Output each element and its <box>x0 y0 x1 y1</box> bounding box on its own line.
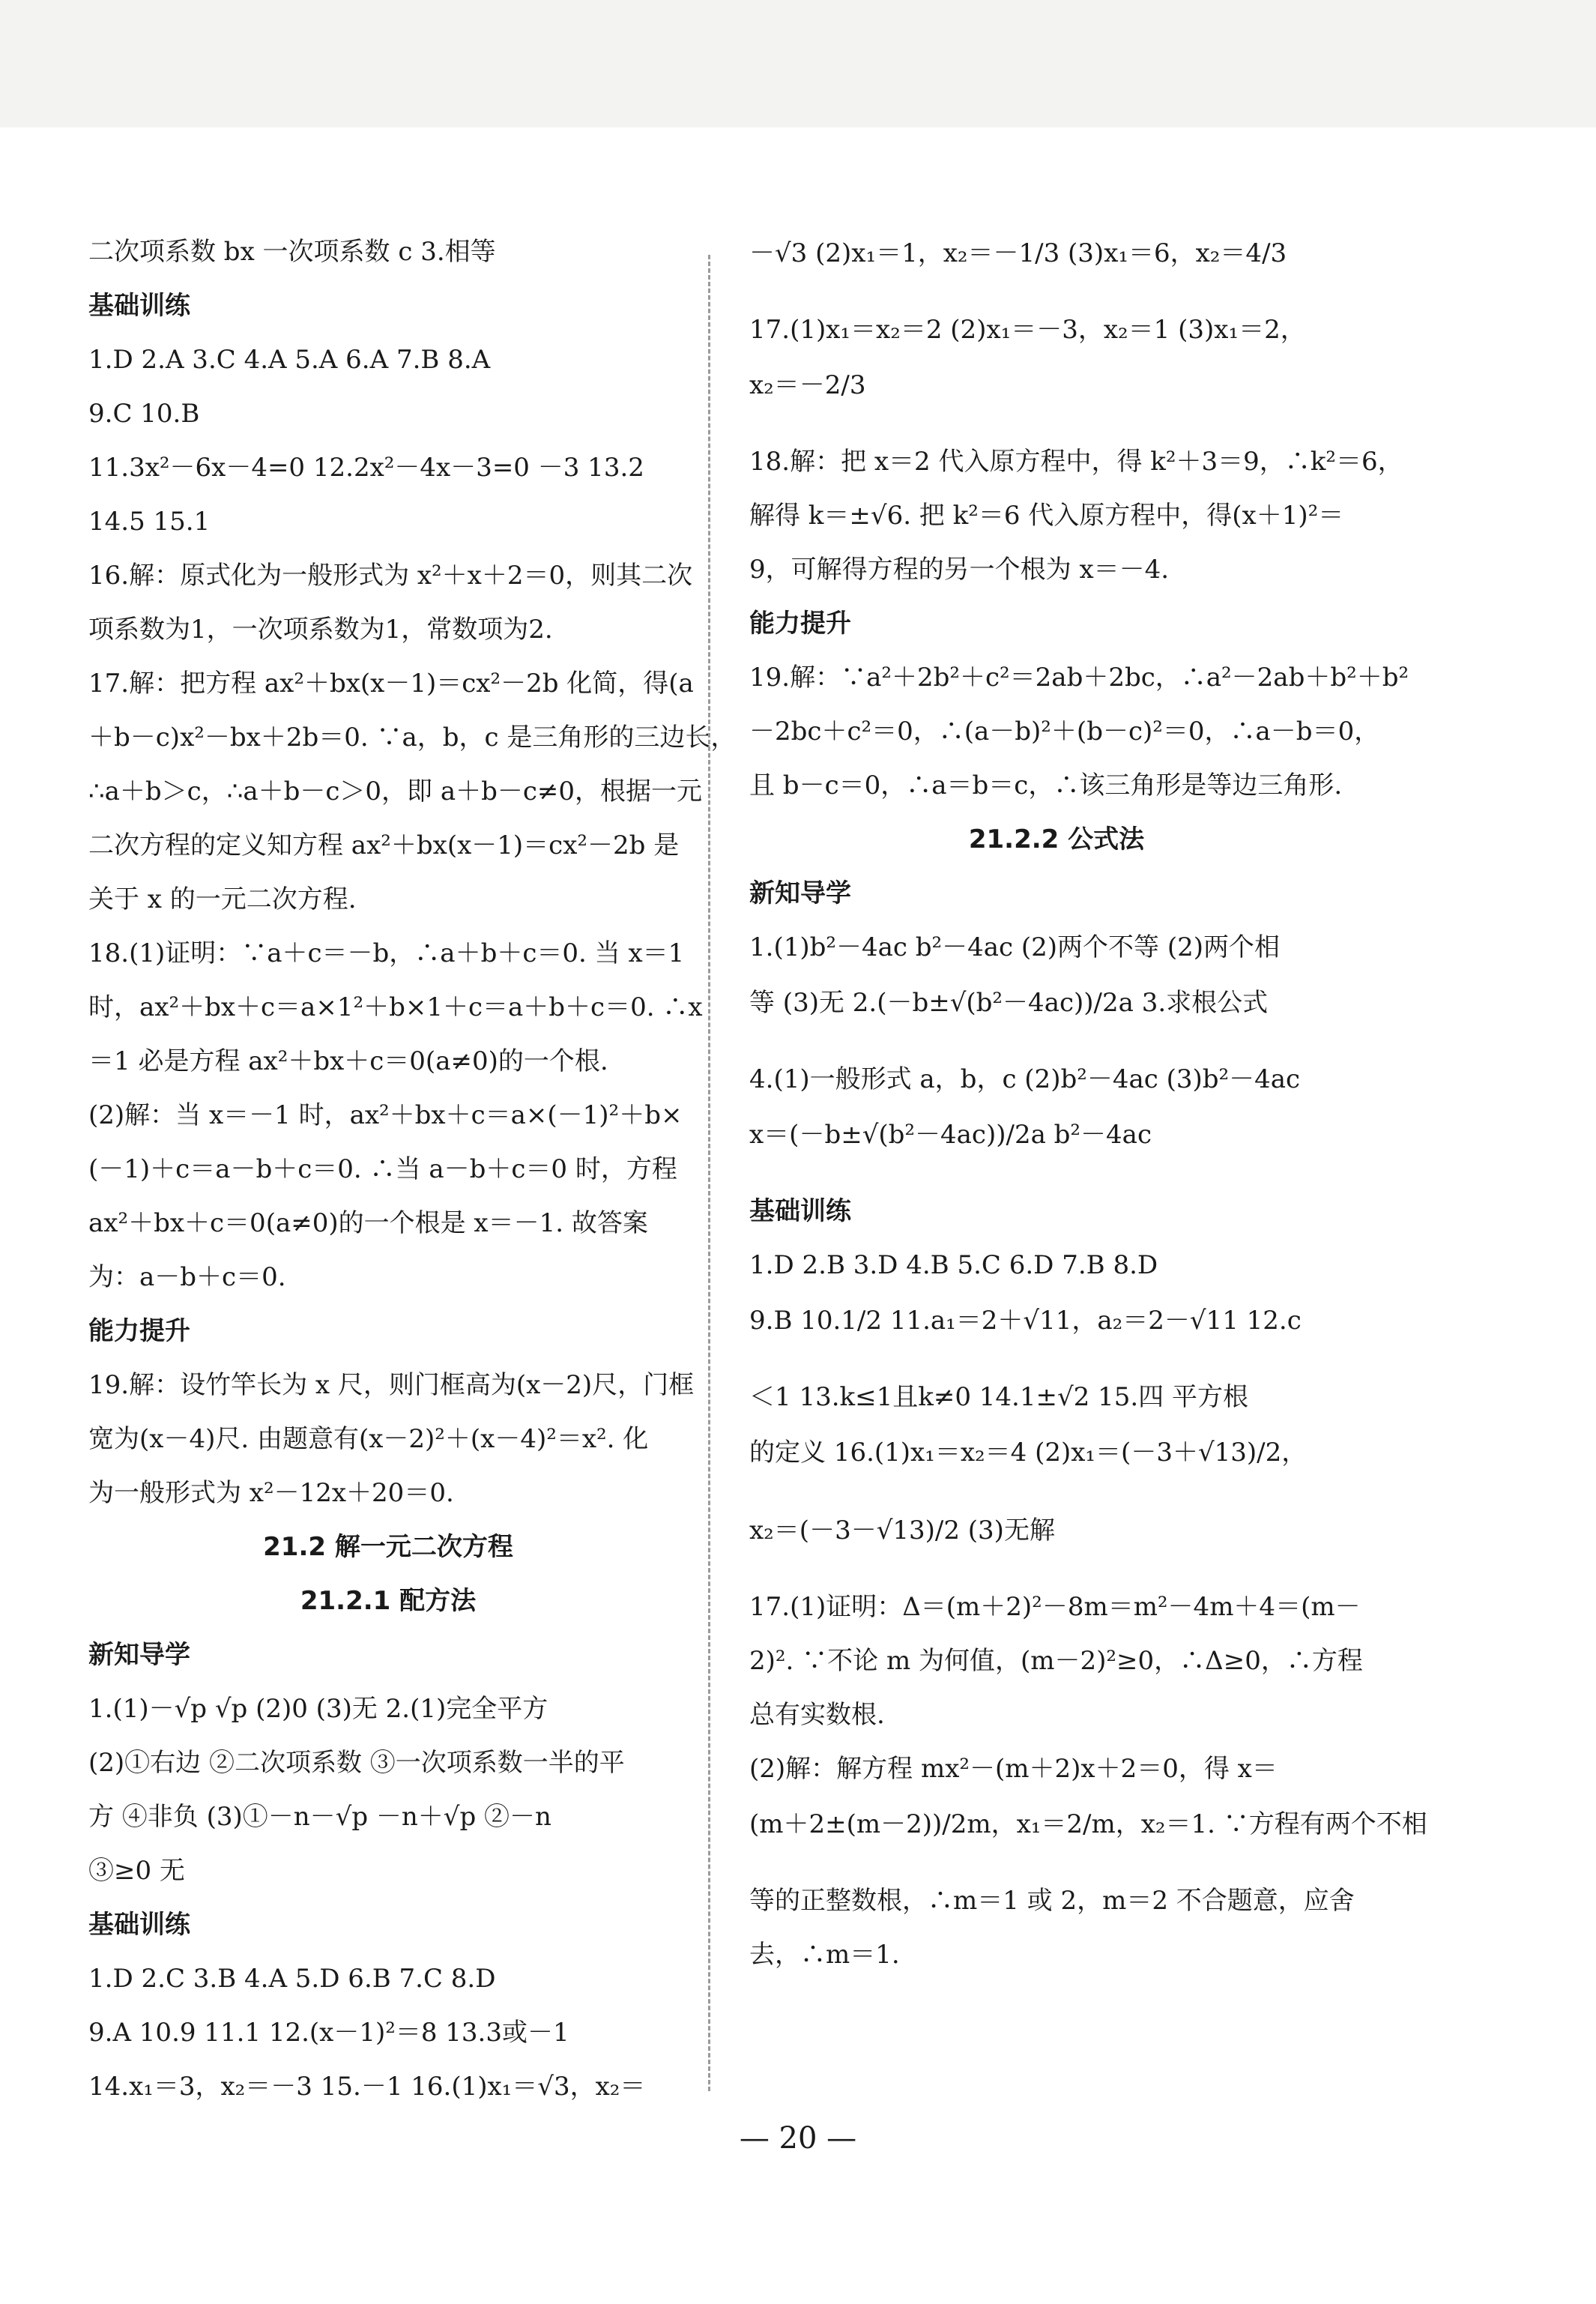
answer-line: 的定义 16.(1)x₁＝x₂＝4 (2)x₁＝(－3＋√13)/2， <box>749 1438 1308 1468</box>
answer-line: 17.(1)证明：Δ＝(m＋2)²－8m＝m²－4m＋4＝(m－ <box>749 1592 1361 1622</box>
answer-line: 为：a－b＋c＝0. <box>88 1262 286 1292</box>
answer-line: 等的正整数根，∴m＝1 或 2，m＝2 不合题意，应舍 <box>749 1886 1355 1916</box>
answer-line: 18.(1)证明：∵a＋c＝－b，∴a＋b＋c＝0. 当 x＝1 <box>88 938 685 968</box>
answer-line: 二次方程的定义知方程 ax²＋bx(x－1)＝cx²－2b 是 <box>88 830 680 860</box>
section-heading: 基础训练 <box>749 1196 851 1226</box>
right-column <box>749 238 1427 1995</box>
chapter-title: 21.2.2 公式法 <box>968 824 1145 854</box>
answer-line: 2)². ∵不论 m 为何值，(m－2)²≥0，∴Δ≥0，∴方程 <box>749 1646 1363 1676</box>
answer-line: 方 ④非负 (3)①－n－√p －n＋√p ②－n <box>88 1802 551 1832</box>
answer-line: 17.解：把方程 ax²＋bx(x－1)＝cx²－2b 化简，得(a <box>88 669 694 699</box>
answer-line: －√3 (2)x₁＝1，x₂＝－1/3 (3)x₁＝6，x₂＝4/3 <box>749 238 1287 268</box>
answer-line: (2)①右边 ②二次项系数 ③一次项系数一半的平 <box>88 1748 625 1778</box>
answer-line: ＜1 13.k≤1且k≠0 14.1±√2 15.四 平方根 <box>749 1382 1248 1412</box>
answer-line: 9.C 10.B <box>88 399 200 429</box>
answer-line: 9.A 10.9 11.1 12.(x－1)²＝8 13.3或－1 <box>88 2018 569 2048</box>
answer-line: (2)解：解方程 mx²－(m＋2)x＋2＝0，得 x＝ <box>749 1754 1278 1784</box>
answer-line: 二次项系数 bx 一次项系数 c 3.相等 <box>88 237 496 267</box>
answer-line: 等 (3)无 2.(－b±√(b²－4ac))/2a 3.求根公式 <box>749 988 1269 1018</box>
answer-line: 为一般形式为 x²－12x＋20＝0. <box>88 1478 454 1508</box>
answer-line: 1.(1)b²－4ac b²－4ac (2)两个不等 (2)两个相 <box>749 932 1281 962</box>
chapter-title: 21.2.1 配方法 <box>300 1586 477 1616</box>
answer-line: 9，可解得方程的另一个根为 x＝－4. <box>749 555 1170 585</box>
answer-line: 11.3x²－6x－4=0 12.2x²－4x－3=0 －3 13.2 <box>88 453 644 483</box>
answer-line: 16.解：原式化为一般形式为 x²＋x＋2＝0，则其二次 <box>88 561 693 591</box>
answer-line: x₂＝(－3－√13)/2 (3)无解 <box>749 1516 1055 1545</box>
section-heading: 新知导学 <box>88 1640 190 1670</box>
answer-line: x₂＝－2/3 <box>749 370 866 400</box>
answer-line: 关于 x 的一元二次方程. <box>88 884 357 914</box>
answer-line: (m＋2±(m－2))/2m，x₁＝2/m，x₂＝1. ∵方程有两个不相 <box>749 1809 1427 1839</box>
answer-line: x＝(－b±√(b²－4ac))/2a b²－4ac <box>749 1120 1152 1150</box>
section-heading: 基础训练 <box>88 1910 190 1940</box>
answer-line: 14.x₁＝3，x₂＝－3 15.－1 16.(1)x₁＝√3，x₂＝ <box>88 2072 646 2102</box>
section-heading: 基础训练 <box>88 291 190 321</box>
answer-line: 1.D 2.B 3.D 4.B 5.C 6.D 7.B 8.D <box>749 1250 1158 1280</box>
answer-line: 解得 k＝±√6. 把 k²＝6 代入原方程中，得(x＋1)²＝ <box>749 501 1344 531</box>
answer-line: －2bc＋c²＝0，∴(a－b)²＋(b－c)²＝0，∴a－b＝0， <box>749 717 1380 747</box>
answer-line: ＋b－c)x²－bx＋2b＝0. ∵a，b，c 是三角形的三边长， <box>88 723 737 753</box>
answer-line: 9.B 10.1/2 11.a₁＝2＋√11，a₂＝2－√11 12.c <box>749 1306 1302 1336</box>
section-heading: 新知导学 <box>749 878 851 908</box>
answer-line: 1.D 2.C 3.B 4.A 5.D 6.B 7.C 8.D <box>88 1964 496 1994</box>
answer-line: 宽为(x－4)尺. 由题意有(x－2)²＋(x－4)²＝x². 化 <box>88 1424 649 1454</box>
answer-line: 总有实数根. <box>749 1700 885 1730</box>
scan-top-band <box>0 0 1596 127</box>
answer-line: 14.5 15.1 <box>88 507 211 537</box>
section-heading: 能力提升 <box>749 609 851 639</box>
answer-line: 且 b－c＝0，∴a＝b＝c，∴该三角形是等边三角形. <box>749 770 1343 800</box>
answer-line: 去，∴m＝1. <box>749 1940 900 1970</box>
chapter-title: 21.2 解一元二次方程 <box>263 1532 513 1562</box>
answer-line: 1.D 2.A 3.C 4.A 5.A 6.A 7.B 8.A <box>88 345 491 375</box>
answer-line: 17.(1)x₁＝x₂＝2 (2)x₁＝－3，x₂＝1 (3)x₁＝2， <box>749 315 1306 345</box>
answer-line: 时，ax²＋bx＋c＝a×1²＋b×1＋c＝a＋b＋c＝0. ∴x <box>88 992 703 1022</box>
answer-line: 19.解：设竹竿长为 x 尺，则门框高为(x－2)尺，门框 <box>88 1370 695 1400</box>
section-heading: 能力提升 <box>88 1316 190 1346</box>
answer-line: ③≥0 无 <box>88 1856 185 1886</box>
page-number: — 20 — <box>739 2121 857 2156</box>
answer-line: ∴a＋b＞c，∴a＋b－c＞0，即 a＋b－c≠0，根据一元 <box>88 776 703 806</box>
answer-line: 19.解：∵a²＋2b²＋c²＝2ab＋2bc，∴a²－2ab＋b²＋b² <box>749 663 1409 693</box>
answer-line: 18.解：把 x＝2 代入原方程中，得 k²＋3＝9，∴k²＝6， <box>749 447 1403 477</box>
left-column <box>88 237 737 2127</box>
answer-line: 4.(1)一般形式 a，b，c (2)b²－4ac (3)b²－4ac <box>749 1064 1301 1094</box>
answer-line: (2)解：当 x＝－1 时，ax²＋bx＋c＝a×(－1)²＋b× <box>88 1100 683 1130</box>
answer-line: 项系数为1，一次项系数为1，常数项为2. <box>88 615 553 645</box>
answer-line: 1.(1)－√p √p (2)0 (3)无 2.(1)完全平方 <box>88 1694 548 1724</box>
answer-line: ＝1 必是方程 ax²＋bx＋c＝0(a≠0)的一个根. <box>88 1046 608 1076</box>
answer-line: (－1)＋c＝a－b＋c＝0. ∴当 a－b＋c＝0 时，方程 <box>88 1154 677 1184</box>
column-divider <box>708 255 710 2091</box>
answer-line: ax²＋bx＋c＝0(a≠0)的一个根是 x＝－1. 故答案 <box>88 1208 648 1238</box>
